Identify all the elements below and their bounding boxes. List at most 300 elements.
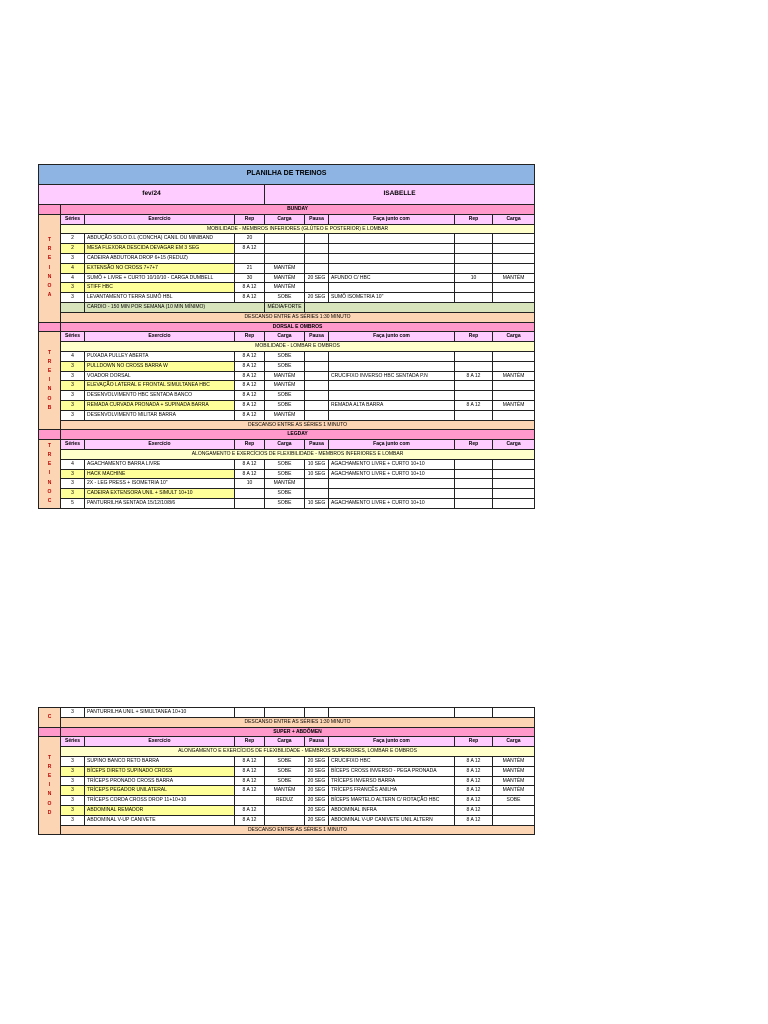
cell-load: SOBE (265, 756, 305, 766)
cell-rep: 30 (235, 273, 265, 283)
cell-rep: 8 A 12 (235, 244, 265, 254)
cell-load: SOBE (265, 293, 305, 303)
cell-load2 (493, 253, 535, 263)
cell-pause (305, 244, 329, 254)
section-row (39, 322, 535, 332)
cell-with: BÍCEPS CROSS INVERSO - PEGA PRONADA (329, 766, 455, 776)
exercise-row (39, 815, 535, 825)
exercise-row (39, 283, 535, 293)
cell-pause: 20 SEG (305, 805, 329, 815)
cell-rep (235, 498, 265, 508)
exercise-row (39, 805, 535, 815)
column-header: Carga (265, 332, 305, 342)
cell-rep: 8 A 12 (235, 756, 265, 766)
cell-load2 (493, 805, 535, 815)
side-letter: N (47, 479, 52, 486)
exercise-row (39, 469, 535, 479)
cell-load2 (493, 283, 535, 293)
cell-rep: 8 A 12 (235, 293, 265, 303)
side-letter: D (47, 809, 52, 816)
header-row (39, 214, 535, 224)
cell-exercise: CADEIRA EXTENSORA UNIL + SIMULT 10+10 (85, 489, 235, 499)
cell-with (329, 253, 455, 263)
cell-pause: 10 SEG (305, 498, 329, 508)
exercise-row (39, 361, 535, 371)
cardio-text: CARDIO - 150 MIN POR SEMANA (10 MIN MÍNIMO) (85, 302, 265, 312)
cell-load2 (493, 391, 535, 401)
header-row (39, 737, 535, 747)
section-title: LEGDAY (61, 430, 535, 440)
side-letter: R (47, 451, 52, 458)
exercise-row (39, 273, 535, 283)
cell-pause (305, 253, 329, 263)
side-letter: T (47, 349, 52, 356)
cell-rep2 (455, 410, 493, 420)
cell-load2 (493, 410, 535, 420)
exercise-row (39, 479, 535, 489)
cell-load2 (493, 351, 535, 361)
cell-pause: 20 SEG (305, 786, 329, 796)
cardio-load: MÉDIA/FORTE (265, 302, 305, 312)
cell-with (329, 283, 455, 293)
cell-exercise: ELEVAÇÃO LATERAL E FRONTAL SIMULTANEA HBC (85, 381, 235, 391)
exercise-row (39, 459, 535, 469)
workout-side-label (39, 440, 61, 509)
cell-with (329, 351, 455, 361)
column-header: Rep (455, 332, 493, 342)
section-title: BUNDAY (61, 205, 535, 215)
cell-series: 3 (61, 391, 85, 401)
side-letter: R (47, 763, 52, 770)
cell-pause: 20 SEG (305, 273, 329, 283)
side-letter: T (47, 442, 52, 449)
cell-rep: 8 A 12 (235, 786, 265, 796)
cell-load: MANTÉM (265, 410, 305, 420)
cardio-empty (305, 302, 535, 312)
cell-series: 3 (61, 796, 85, 806)
column-header: Carga (265, 440, 305, 450)
cell-pause (305, 361, 329, 371)
cell-series: 3 (61, 805, 85, 815)
cell-load (265, 244, 305, 254)
side-letter: O (47, 395, 52, 402)
column-header: Faça junto com (329, 440, 455, 450)
cell-exercise: HACK MACHINE (85, 469, 235, 479)
cell-with (329, 479, 455, 489)
cell-series: 3 (61, 410, 85, 420)
cell-exercise: PULLDOWN NO CROSS BARRA W (85, 361, 235, 371)
cell-exercise: TRÍCEPS PRONADO CROSS BARRA (85, 776, 235, 786)
cell-load2: MANTÉM (493, 776, 535, 786)
cell-load: MANTÉM (265, 283, 305, 293)
cell-rep: 8 A 12 (235, 381, 265, 391)
column-header: Exercício (85, 332, 235, 342)
cell-rep: 10 (235, 479, 265, 489)
cell-pause: 20 SEG (305, 293, 329, 303)
column-header: Rep (455, 737, 493, 747)
cell-load2 (493, 459, 535, 469)
column-header: Rep (235, 332, 265, 342)
column-header: Carga (265, 737, 305, 747)
cell-series (61, 302, 85, 312)
cell-rep2: 8 A 12 (455, 786, 493, 796)
cell-series: 3 (61, 815, 85, 825)
cell-pause (305, 234, 329, 244)
cell-load2 (493, 469, 535, 479)
cell-exercise: ABDUÇÃO SOLO D.L (CONCHA) CANIL OU MINIBAND (85, 234, 235, 244)
cell-with: AFUNDO C/ HBC (329, 273, 455, 283)
cell-pause (305, 381, 329, 391)
cell-load: SOBE (265, 776, 305, 786)
cell-load (265, 805, 305, 815)
cell-rep2: 10 (455, 273, 493, 283)
workout-side-label (39, 332, 61, 430)
rest-note: DESCANSO ENTRE AS SÉRIES 1:30 MINUTO (61, 312, 535, 322)
cell-rep (235, 796, 265, 806)
cell-pause (305, 489, 329, 499)
cell-exercise: PUXADA PULLEY ABERTA (85, 351, 235, 361)
side-letter: E (47, 255, 52, 262)
cell-rep: 8 A 12 (235, 766, 265, 776)
column-header: Faça junto com (329, 737, 455, 747)
cell-rep: 8 A 12 (235, 283, 265, 293)
workout-sheet-page-2 (38, 707, 534, 835)
side-letter: O (47, 282, 52, 289)
cell-rep2 (455, 244, 493, 254)
cell-pause (305, 263, 329, 273)
cell-load: MANTÉM (265, 381, 305, 391)
cell-rep2 (455, 351, 493, 361)
cell-load2 (493, 479, 535, 489)
side-letter: I (48, 470, 51, 477)
cell-series: 3 (61, 708, 85, 718)
exercise-row (39, 489, 535, 499)
cell-series: 3 (61, 776, 85, 786)
cell-load (265, 253, 305, 263)
rest-row (39, 825, 535, 835)
side-letter: C (47, 497, 52, 504)
rest-note: DESCANSO ENTRE AS SÉRIES 1:30 MINUTO (61, 717, 535, 727)
mobility-note: ALONGAMENTO E EXERCÍCIOS DE FLEXIBILIDADE - MEMBROS SUPERIORES, LOMBAR E OMBROS (61, 747, 535, 757)
column-header: Carga (493, 737, 535, 747)
column-header: Pausa (305, 737, 329, 747)
cell-with: CRUCIFIXO HBC (329, 756, 455, 766)
cell-with (329, 361, 455, 371)
cell-load: SOBE (265, 361, 305, 371)
cell-rep (235, 708, 265, 718)
mobility-row (39, 747, 535, 757)
cardio-row (39, 302, 535, 312)
cell-series: 3 (61, 479, 85, 489)
cell-with (329, 708, 455, 718)
info-row (39, 185, 535, 205)
column-header: Rep (455, 214, 493, 224)
cell-exercise: 2X - LEG PRESS + ISOMETRIA 10" (85, 479, 235, 489)
cell-load2 (493, 815, 535, 825)
cell-rep2: 8 A 12 (455, 371, 493, 381)
exercise-row (39, 391, 535, 401)
workout-side-label: C (39, 708, 61, 728)
cell-with: AGACHAMENTO LIVRE + CURTO 10+10 (329, 459, 455, 469)
section-title: SUPER + ABDÔMEN (61, 727, 535, 737)
cell-with (329, 234, 455, 244)
column-header: Rep (235, 440, 265, 450)
column-header: Carga (493, 214, 535, 224)
cell-series: 3 (61, 766, 85, 776)
cell-exercise: AGACHAMENTO BARRA LIVRE (85, 459, 235, 469)
cell-rep2: 8 A 12 (455, 796, 493, 806)
side-letter: O (47, 800, 52, 807)
column-header: Séries (61, 440, 85, 450)
cell-series: 3 (61, 489, 85, 499)
cell-rep2 (455, 234, 493, 244)
exercise-row (39, 293, 535, 303)
cell-with: AGACHAMENTO LIVRE + CURTO 10+10 (329, 469, 455, 479)
mobility-note: ALONGAMENTO E EXERCÍCIOS DE FLEXIBILIDADE - MEMBROS INFERIORES E LOMBAR (61, 449, 535, 459)
column-header: Carga (265, 214, 305, 224)
cell-rep2: 8 A 12 (455, 400, 493, 410)
cell-series: 2 (61, 244, 85, 254)
cell-load: MANTÉM (265, 273, 305, 283)
cell-exercise: BÍCEPS DIRETO SUPINADO CROSS (85, 766, 235, 776)
exercise-row (39, 766, 535, 776)
exercise-row (39, 786, 535, 796)
cell-series: 3 (61, 283, 85, 293)
exercise-row (39, 498, 535, 508)
workout-table-1 (38, 164, 535, 509)
cell-pause: 20 SEG (305, 766, 329, 776)
cell-series: 4 (61, 459, 85, 469)
column-header: Rep (235, 214, 265, 224)
cell-rep2 (455, 708, 493, 718)
cell-load (265, 815, 305, 825)
cell-with: ABDOMINAL V-UP CANIVETE UNIL ALTERN (329, 815, 455, 825)
cell-rep2 (455, 293, 493, 303)
cell-rep2 (455, 479, 493, 489)
cell-rep2 (455, 263, 493, 273)
cell-rep2 (455, 381, 493, 391)
cell-load: MANTÉM (265, 786, 305, 796)
cell-series: 5 (61, 498, 85, 508)
cell-with (329, 410, 455, 420)
side-letter: I (48, 377, 51, 384)
cell-exercise: ABDOMINAL REMADOR (85, 805, 235, 815)
cell-series: 3 (61, 253, 85, 263)
cell-load2: MANTÉM (493, 766, 535, 776)
mobility-note: MOBILIDADE - MEMBROS INFERIORES (GLÚTEO E POSTERIOR) E LOMBAR (61, 224, 535, 234)
side-letter: N (47, 791, 52, 798)
cell-rep (235, 253, 265, 263)
cell-load: SOBE (265, 351, 305, 361)
cell-exercise: LEVANTAMENTO TERRA SUMÔ HBL (85, 293, 235, 303)
cell-exercise: REMADA CURVADA PRONADA + SUPINADA BARRA (85, 400, 235, 410)
side-letter: N (47, 386, 52, 393)
cell-with (329, 244, 455, 254)
section-row (39, 727, 535, 737)
cell-load2: MANTÉM (493, 400, 535, 410)
cell-exercise: PANTURRILHA UNIL + SIMULTANEA 10+10 (85, 708, 235, 718)
exercise-row (39, 400, 535, 410)
cell-series: 4 (61, 273, 85, 283)
rest-note: DESCANSO ENTRE AS SÉRIES 1 MINUTO (61, 420, 535, 430)
rest-note: DESCANSO ENTRE AS SÉRIES 1 MINUTO (61, 825, 535, 835)
workout-side-label (39, 737, 61, 835)
mobility-row (39, 342, 535, 352)
cell-with (329, 489, 455, 499)
side-letter: I (48, 264, 51, 271)
mobility-note: MOBILIDADE - LOMBAR E OMBROS (61, 342, 535, 352)
cell-rep2 (455, 498, 493, 508)
cell-rep2 (455, 391, 493, 401)
exercise-row (39, 796, 535, 806)
cell-rep: 8 A 12 (235, 400, 265, 410)
cell-pause: 20 SEG (305, 815, 329, 825)
workout-table-2 (38, 707, 535, 835)
cell-load2 (493, 244, 535, 254)
cell-pause (305, 371, 329, 381)
cell-exercise: STIFF HBC (85, 283, 235, 293)
cell-load: SOBE (265, 766, 305, 776)
cell-rep: 8 A 12 (235, 815, 265, 825)
cell-with: REMADA ALTA BARRA (329, 400, 455, 410)
section-row (39, 430, 535, 440)
cell-with: TRÍCEPS FRANCÊS ANILHA (329, 786, 455, 796)
cell-rep: 8 A 12 (235, 459, 265, 469)
exercise-row (39, 381, 535, 391)
cell-with: ABDOMINAL INFRA (329, 805, 455, 815)
header-row (39, 440, 535, 450)
side-letter: B (47, 404, 52, 411)
cell-pause (305, 400, 329, 410)
cell-load: SOBE (265, 459, 305, 469)
side-letter: T (47, 236, 52, 243)
cell-exercise: TRÍCEPS CORDA CROSS DROP 11+10+10 (85, 796, 235, 806)
workout-sheet-page-1 (38, 164, 534, 506)
exercise-row (39, 263, 535, 273)
rest-row (39, 312, 535, 322)
cell-pause (305, 283, 329, 293)
exercise-row (39, 371, 535, 381)
cell-rep: 21 (235, 263, 265, 273)
cell-series: 3 (61, 400, 85, 410)
cell-rep2 (455, 489, 493, 499)
cell-load2 (493, 381, 535, 391)
column-header: Carga (493, 332, 535, 342)
cell-with (329, 391, 455, 401)
cell-exercise: ABDOMINAL V-UP CANIVETE (85, 815, 235, 825)
exercise-row (39, 244, 535, 254)
column-header: Séries (61, 214, 85, 224)
cell-pause (305, 410, 329, 420)
sheet-name: ISABELLE (265, 185, 535, 205)
cell-load: SOBE (265, 400, 305, 410)
exercise-row (39, 253, 535, 263)
cell-load: SOBE (265, 498, 305, 508)
cell-load2: MANTÉM (493, 273, 535, 283)
cell-pause (305, 708, 329, 718)
cell-rep: 8 A 12 (235, 361, 265, 371)
cell-with: TRÍCEPS INVERSO BARRA (329, 776, 455, 786)
title-row (39, 165, 535, 185)
cell-series: 3 (61, 786, 85, 796)
cell-series: 4 (61, 263, 85, 273)
cell-load: SOBE (265, 489, 305, 499)
cell-load: SOBE (265, 391, 305, 401)
cell-rep2: 8 A 12 (455, 776, 493, 786)
cell-pause: 20 SEG (305, 756, 329, 766)
cell-exercise: SUPINO BANCO RETO BARRA (85, 756, 235, 766)
cell-load: MANTÉM (265, 263, 305, 273)
cell-pause (305, 479, 329, 489)
cell-with: BÍCEPS MARTELO ALTERN C/ ROTAÇÃO HBC (329, 796, 455, 806)
cell-with (329, 381, 455, 391)
cell-exercise: SUMÔ + LIVRE + CURTO 10/10/10 - CARGA DUMBELL (85, 273, 235, 283)
cell-rep: 8 A 12 (235, 469, 265, 479)
cell-with: CRUCIFIXO INVERSO HBC SENTADA P.N (329, 371, 455, 381)
column-header: Exercício (85, 737, 235, 747)
column-header: Faça junto com (329, 332, 455, 342)
cell-series: 3 (61, 371, 85, 381)
sheet-title: PLANILHA DE TREINOS (39, 165, 535, 185)
cell-rep: 20 (235, 234, 265, 244)
side-letter: N (47, 273, 52, 280)
cell-exercise: MESA FLEXORA DESCIDA DEVAGAR EM 3 SEG (85, 244, 235, 254)
exercise-row (39, 351, 535, 361)
cell-series: 3 (61, 361, 85, 371)
column-header: Faça junto com (329, 214, 455, 224)
cell-exercise: PANTURRILHA SENTADA 15/12/10/8/6 (85, 498, 235, 508)
cell-rep2: 8 A 12 (455, 805, 493, 815)
cell-series: 3 (61, 381, 85, 391)
column-header: Exercício (85, 440, 235, 450)
cell-exercise: EXTENSÃO NO CROSS 7+7+7 (85, 263, 235, 273)
section-title: DORSAL E OMBROS (61, 322, 535, 332)
cell-load2: MANTÉM (493, 371, 535, 381)
cell-rep2 (455, 283, 493, 293)
cell-rep: 8 A 12 (235, 371, 265, 381)
cell-load (265, 234, 305, 244)
cell-load2 (493, 489, 535, 499)
cell-load: MANTÉM (265, 371, 305, 381)
cell-with: AGACHAMENTO LIVRE + CURTO 10+10 (329, 498, 455, 508)
section-left-pad (39, 322, 61, 332)
cell-series: 3 (61, 469, 85, 479)
sheet-month: fev/24 (39, 185, 265, 205)
section-left-pad (39, 205, 61, 215)
cell-pause (305, 391, 329, 401)
cell-rep: 8 A 12 (235, 805, 265, 815)
cell-load2 (493, 234, 535, 244)
cell-rep2: 8 A 12 (455, 756, 493, 766)
cell-rep2: 8 A 12 (455, 766, 493, 776)
column-header: Séries (61, 332, 85, 342)
side-letter: A (47, 292, 52, 299)
cell-load (265, 708, 305, 718)
cell-rep2 (455, 469, 493, 479)
cell-rep2 (455, 361, 493, 371)
header-row (39, 332, 535, 342)
cell-load2 (493, 498, 535, 508)
exercise-row (39, 708, 535, 718)
cell-rep: 8 A 12 (235, 776, 265, 786)
exercise-row (39, 756, 535, 766)
mobility-row (39, 449, 535, 459)
workout-side-label (39, 214, 61, 322)
cell-exercise: VOADOR DORSAL (85, 371, 235, 381)
exercise-row (39, 410, 535, 420)
exercise-row (39, 776, 535, 786)
cell-rep: 8 A 12 (235, 391, 265, 401)
